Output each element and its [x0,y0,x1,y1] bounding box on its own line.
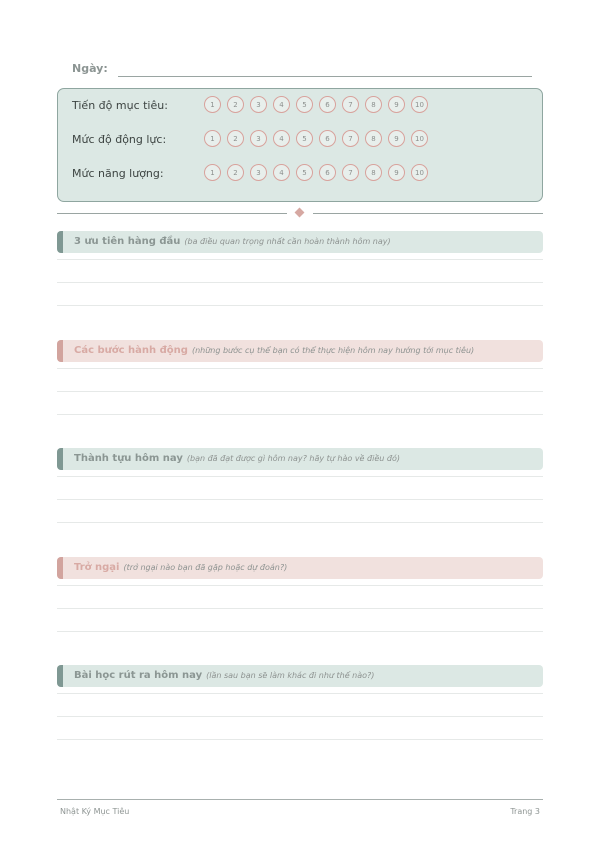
footer-rule [57,799,543,800]
rating-circle-9[interactable]: 9 [388,96,405,113]
section-accent-bar [57,557,63,579]
date-label: Ngày: [72,62,108,75]
section-subtitle: (trở ngại nào bạn đã gặp hoặc dự đoán?) [123,563,288,572]
date-input-line[interactable] [118,76,532,77]
section-accent-bar [57,665,63,687]
rating-circle-9[interactable]: 9 [388,164,405,181]
writing-line[interactable] [57,585,543,586]
writing-line[interactable] [57,391,543,392]
writing-line[interactable] [57,522,543,523]
rating-circle-8[interactable]: 8 [365,130,382,147]
rating-circle-3[interactable]: 3 [250,130,267,147]
writing-line[interactable] [57,282,543,283]
divider-line-right [313,213,543,214]
rating-circle-1[interactable]: 1 [204,130,221,147]
writing-line[interactable] [57,631,543,632]
section-subtitle: (bạn đã đạt được gì hôm nay? hãy tự hào về điều đó) [186,454,400,463]
footer-title: Nhật Ký Mục Tiêu [60,807,130,816]
section-header [57,557,543,579]
rating-circle-1[interactable]: 1 [204,96,221,113]
section-header [57,448,543,470]
rating-row-motivation [72,130,532,150]
section-header [57,665,543,687]
rating-circle-5[interactable]: 5 [296,130,313,147]
rating-circle-6[interactable]: 6 [319,164,336,181]
rating-circle-9[interactable]: 9 [388,130,405,147]
section-title: Bài học rút ra hôm nay (lần sau bạn sẽ làm khác đi như thế nào?) [74,670,375,681]
rating-circle-4[interactable]: 4 [273,164,290,181]
writing-line[interactable] [57,305,543,306]
rating-circle-10[interactable]: 10 [411,130,428,147]
rating-label: Mức độ động lực: [72,133,167,146]
rating-circle-5[interactable]: 5 [296,96,313,113]
rating-circle-7[interactable]: 7 [342,96,359,113]
rating-circle-1[interactable]: 1 [204,164,221,181]
rating-circle-7[interactable]: 7 [342,164,359,181]
rating-scale [204,164,434,181]
writing-line[interactable] [57,368,543,369]
rating-scale [204,130,434,147]
writing-line[interactable] [57,259,543,260]
rating-label: Mức năng lượng: [72,167,164,180]
rating-circle-6[interactable]: 6 [319,130,336,147]
rating-circle-10[interactable]: 10 [411,96,428,113]
section-accent-bar [57,340,63,362]
section-title: 3 ưu tiên hàng đầu (ba điều quan trọng nhất cần hoàn thành hôm nay) [74,236,391,247]
section-header [57,231,543,253]
section-accent-bar [57,448,63,470]
writing-line[interactable] [57,414,543,415]
rating-circle-7[interactable]: 7 [342,130,359,147]
writing-line[interactable] [57,716,543,717]
rating-row-goal-progress [72,96,532,116]
rating-circle-2[interactable]: 2 [227,130,244,147]
section-accent-bar [57,231,63,253]
divider-line-left [57,213,287,214]
section-subtitle: (ba điều quan trọng nhất cần hoàn thành hôm nay) [184,237,391,246]
page-number: Trang 3 [510,807,540,816]
writing-line[interactable] [57,499,543,500]
rating-circle-8[interactable]: 8 [365,96,382,113]
section-title: Các bước hành động (những bước cụ thể bạn có thể thực hiện hôm nay hướng tới mục tiêu) [74,345,475,356]
rating-circle-4[interactable]: 4 [273,96,290,113]
writing-line[interactable] [57,739,543,740]
diamond-icon [295,208,305,218]
date-row [72,62,532,80]
rating-circle-3[interactable]: 3 [250,164,267,181]
writing-line[interactable] [57,608,543,609]
section-subtitle: (lần sau bạn sẽ làm khác đi như thế nào?) [206,671,375,680]
rating-circle-2[interactable]: 2 [227,96,244,113]
writing-line[interactable] [57,693,543,694]
rating-label: Tiến độ mục tiêu: [72,99,168,112]
rating-circle-2[interactable]: 2 [227,164,244,181]
rating-circle-6[interactable]: 6 [319,96,336,113]
section-subtitle: (những bước cụ thể bạn có thể thực hiện hôm nay hướng tới mục tiêu) [191,346,475,355]
rating-circle-4[interactable]: 4 [273,130,290,147]
section-title: Trở ngại (trở ngại nào bạn đã gặp hoặc dự đoán?) [74,562,288,573]
rating-circle-5[interactable]: 5 [296,164,313,181]
ornament-divider [57,213,543,215]
rating-row-energy [72,164,532,184]
rating-circle-3[interactable]: 3 [250,96,267,113]
rating-circle-8[interactable]: 8 [365,164,382,181]
writing-line[interactable] [57,476,543,477]
rating-circle-10[interactable]: 10 [411,164,428,181]
section-header [57,340,543,362]
rating-panel [57,88,543,202]
section-title: Thành tựu hôm nay (bạn đã đạt được gì hôm nay? hãy tự hào về điều đó) [74,453,400,464]
rating-scale [204,96,434,113]
